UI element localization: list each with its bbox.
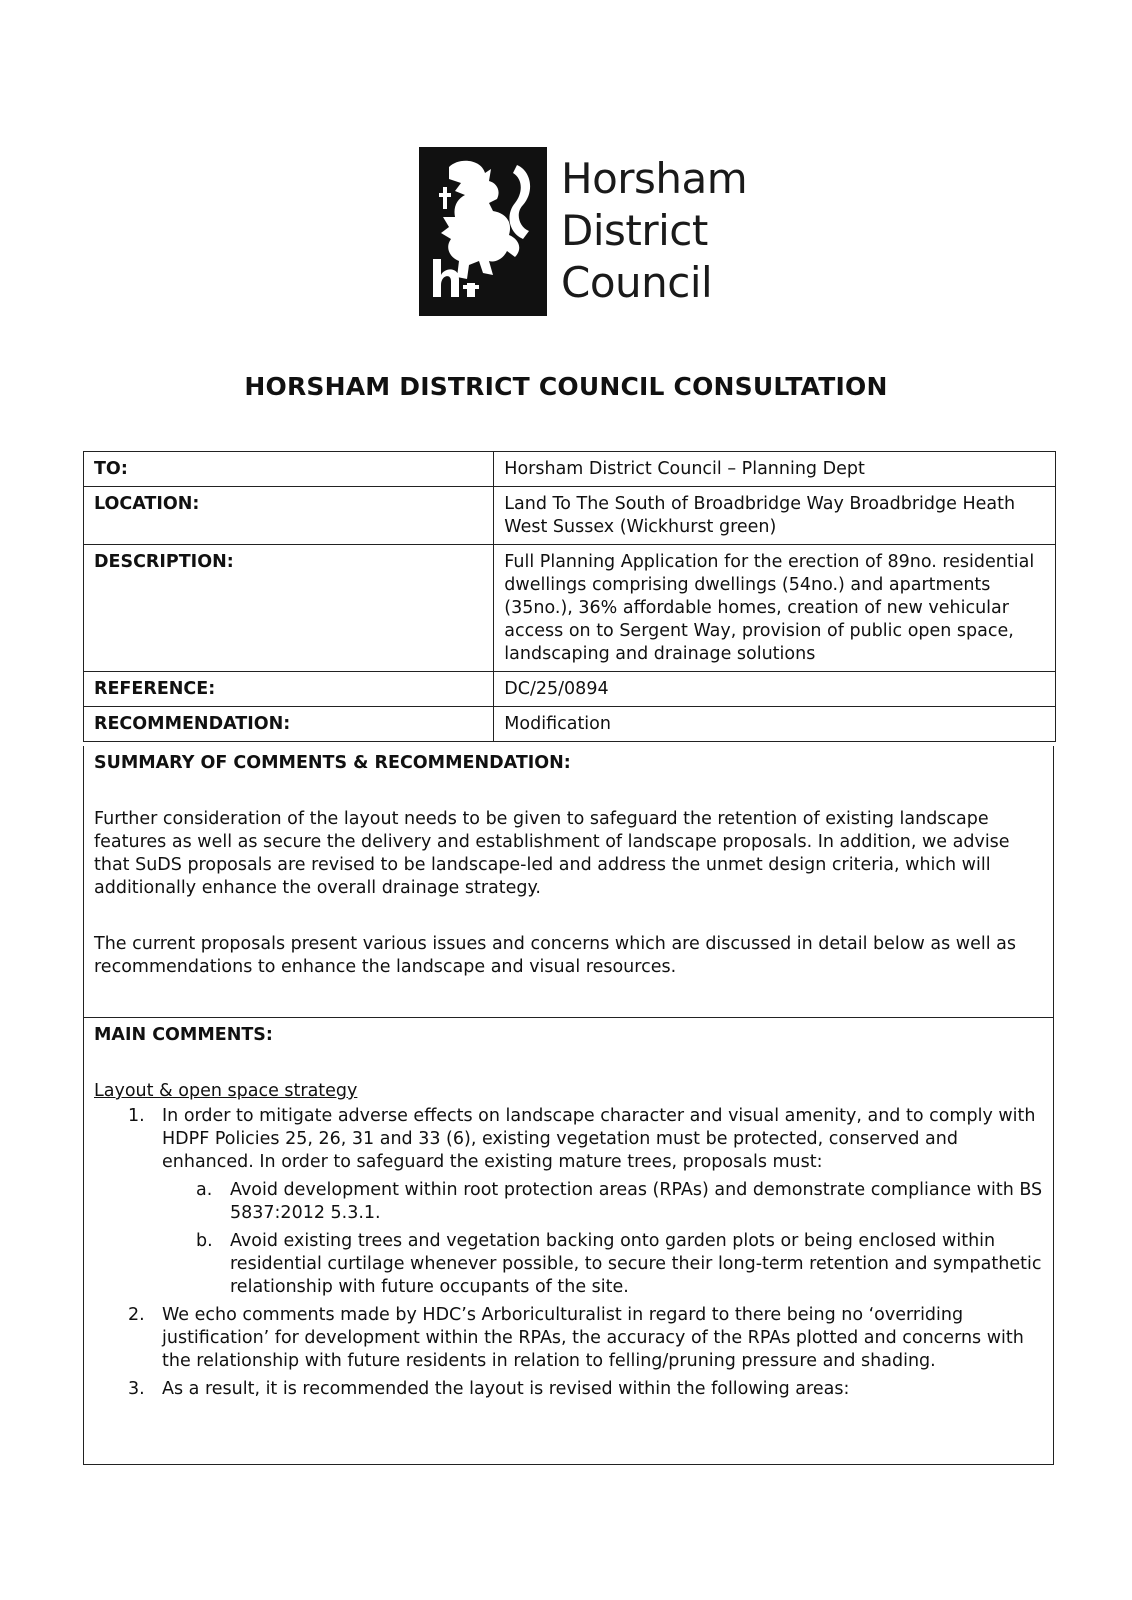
row-label: LOCATION: xyxy=(84,487,494,545)
row-value: Horsham District Council – Planning Dept xyxy=(494,452,1056,487)
sub-list-item-text: Avoid existing trees and vegetation backing onto garden plots or being enclosed within residential curtilage whenever possible, to secure their long-term retention and sympathetic relationship with future occupants of the site. xyxy=(230,1231,1042,1297)
row-value: Full Planning Application for the erection of 89no. residential dwellings comprising dwellings (54no.) and apartments (35no.), 36% affordable homes, creation of new vehicular access on to Sergent Way, provision of public open space, landscaping and drainage solutions xyxy=(494,545,1056,672)
list-item-text: We echo comments made by HDC’s Arboriculturalist in regard to there being no ‘overriding justification’ for development within the RPAs, the accuracy of the RPAs plotted and concerns with the relationship with future residents in relation to felling/pruning pressure and shading. xyxy=(162,1305,1024,1371)
page-title: HORSHAM DISTRICT COUNCIL CONSULTATION xyxy=(244,372,888,401)
council-logo-text xyxy=(561,153,747,309)
consultation-details-table xyxy=(83,451,1056,742)
row-value: Land To The South of Broadbridge Way Broadbridge Heath West Sussex (Wickhurst green) xyxy=(494,487,1056,545)
row-label: REFERENCE: xyxy=(84,672,494,707)
council-logo xyxy=(419,147,749,317)
council-crest-icon xyxy=(419,147,547,316)
main-comments-section xyxy=(83,1018,1054,1465)
summary-heading: SUMMARY OF COMMENTS & RECOMMENDATION: xyxy=(94,753,571,773)
sub-list-item-letter: a. xyxy=(196,1180,213,1200)
summary-paragraph: The current proposals present various issues and concerns which are discussed in detail below as well as recommendations to enhance the landscape and visual resources. xyxy=(94,934,1016,977)
lion-rampant-icon xyxy=(419,147,547,316)
list-item-number: 3. xyxy=(128,1379,145,1399)
row-label: DESCRIPTION: xyxy=(84,545,494,672)
main-comments-heading: MAIN COMMENTS: xyxy=(94,1025,273,1045)
row-label: TO: xyxy=(84,452,494,487)
logo-line-3: Council xyxy=(561,258,713,307)
logo-line-1: Horsham xyxy=(561,154,748,203)
logo-line-2: District xyxy=(561,206,708,255)
list-item-number: 1. xyxy=(128,1106,145,1126)
table-row xyxy=(84,672,1056,707)
list-item xyxy=(94,1105,1043,1174)
row-value: DC/25/0894 xyxy=(494,672,1056,707)
sub-list-item-letter: b. xyxy=(196,1231,213,1251)
list-item-text: In order to mitigate adverse effects on landscape character and visual amenity, and to comply with HDPF Policies 25, 26, 31 and 33 (6), existing vegetation must be protected, conserved and enhanced. In order to safeguard the existing mature trees, proposals must: xyxy=(162,1106,1036,1172)
row-label: RECOMMENDATION: xyxy=(84,707,494,742)
sub-list-item-text: Avoid development within root protection areas (RPAs) and demonstrate compliance with BS 5837:2012 5.3.1. xyxy=(230,1180,1043,1223)
summary-section xyxy=(83,746,1054,1018)
row-value: Modification xyxy=(494,707,1056,742)
sub-list-item xyxy=(94,1179,1043,1225)
table-row xyxy=(84,452,1056,487)
section-subheading: Layout & open space strategy xyxy=(94,1081,358,1101)
summary-paragraph: Further consideration of the layout needs to be given to safeguard the retention of existing landscape features as well as secure the delivery and establishment of landscape proposals. In addition, we advise that SuDS proposals are revised to be landscape-led and address the unmet design criteria, which will additionally enhance the overall drainage strategy. xyxy=(94,809,1010,898)
table-row xyxy=(84,487,1056,545)
list-item xyxy=(94,1304,1043,1373)
list-item-number: 2. xyxy=(128,1305,145,1325)
table-row xyxy=(84,707,1056,742)
list-item-text: As a result, it is recommended the layout is revised within the following areas: xyxy=(162,1379,850,1399)
sub-list-item xyxy=(94,1230,1043,1299)
list-item xyxy=(94,1378,1043,1401)
table-row xyxy=(84,545,1056,672)
